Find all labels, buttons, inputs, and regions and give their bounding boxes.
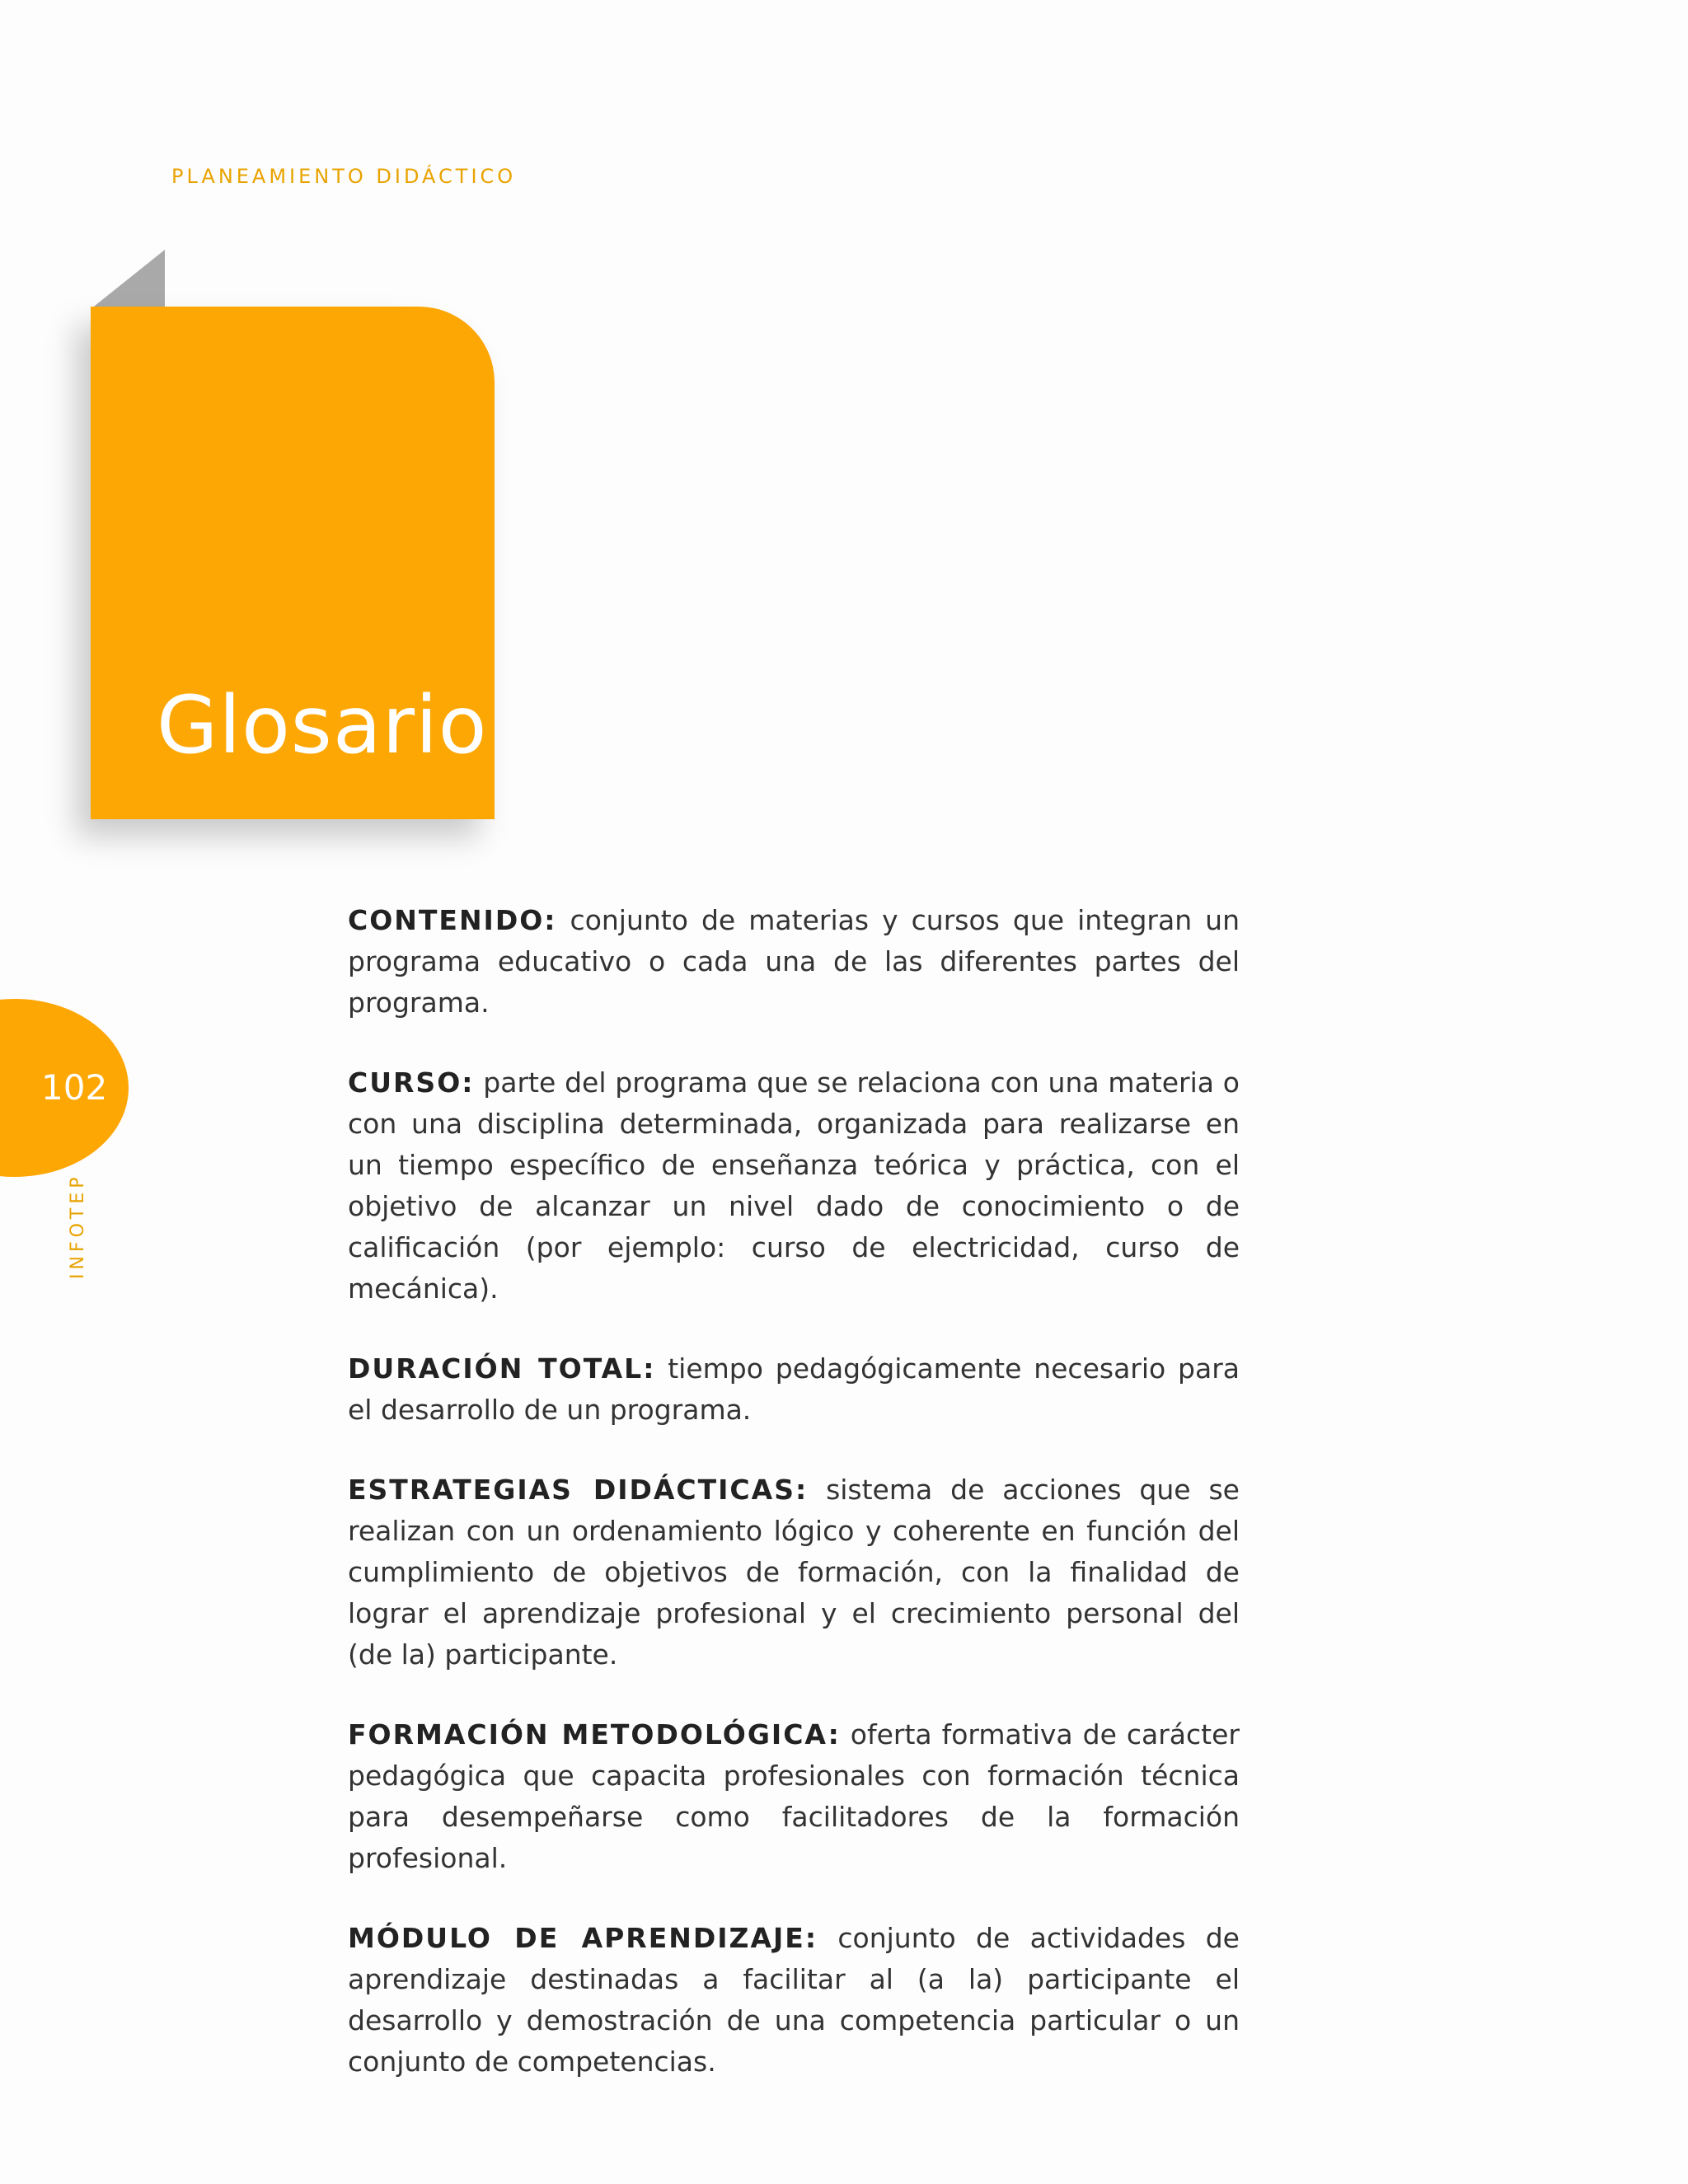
- glossary-definition: conjunto de materias y cursos que integran un programa educativo o cada una de las diferentes partes del programa.: [348, 904, 1240, 1019]
- glossary-entry-duracion-total: [348, 1348, 1240, 1431]
- glossary-term: ESTRATEGIAS DIDÁCTICAS:: [348, 1474, 809, 1506]
- glossary-definition: tiempo pedagógicamente necesario para el desarrollo de un programa.: [348, 1352, 1240, 1426]
- running-header: PLANEAMIENTO DIDÁCTICO: [171, 165, 517, 188]
- page-fold-decoration: [91, 250, 165, 309]
- glossary-term: FORMACIÓN METODOLÓGICA:: [348, 1718, 841, 1750]
- glossary-list: [348, 900, 1240, 2121]
- page-number: 102: [41, 1067, 108, 1108]
- glossary-term: CONTENIDO:: [348, 904, 557, 936]
- glossary-definition: oferta formativa de carácter pedagógica que capacita profesionales con formación técnica para desempeñarse como facilitadores de la formación profesional.: [348, 1718, 1240, 1874]
- glossary-definition: sistema de acciones que se realizan con un ordenamiento lógico y coherente en función del cumplimiento de objetivos de formación, con la finalidad de lograr el aprendizaje profesional y el crecimiento personal del (de la) participante.: [348, 1474, 1240, 1671]
- title-tab: [91, 307, 495, 819]
- glossary-entry-contenido: [348, 900, 1240, 1024]
- page-title: Glosario: [157, 679, 488, 771]
- fold-shape: [91, 250, 165, 309]
- glossary-definition: parte del programa que se relaciona con una materia o con una disciplina determinada, organizada para realizarse en un tiempo específico de enseñanza teórica y práctica, con el objetivo de alcanzar un nivel dado de conocimiento o de calificación (por ejemplo: curso de electricidad, curso de mecánica).: [348, 1066, 1240, 1305]
- glossary-entry-estrategias-didacticas: [348, 1469, 1240, 1675]
- glossary-entry-curso: [348, 1062, 1240, 1310]
- glossary-definition: conjunto de actividades de aprendizaje destinadas a facilitar al (a la) participante el desarrollo y demostración de una competencia particular o un conjunto de competencias.: [348, 1922, 1240, 2078]
- glossary-entry-formacion-metodologica: [348, 1714, 1240, 1879]
- glossary-term: MÓDULO DE APRENDIZAJE:: [348, 1922, 818, 1954]
- glossary-term: DURACIÓN TOTAL:: [348, 1352, 656, 1385]
- glossary-entry-modulo-de-aprendizaje: [348, 1918, 1240, 2083]
- glossary-term: CURSO:: [348, 1066, 475, 1099]
- vertical-organization-label: INFOTEP: [68, 1173, 88, 1279]
